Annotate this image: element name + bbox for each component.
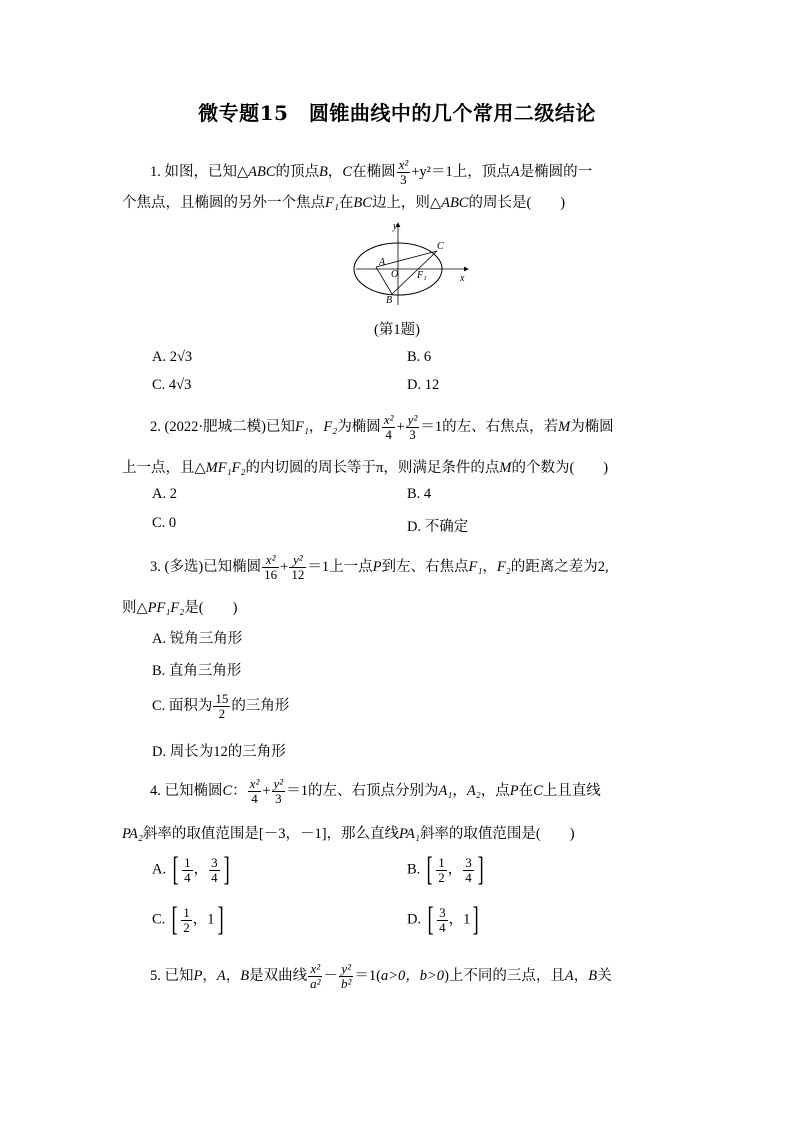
q1-line1: 1. 如图，已知△ABC的顶点B，C在椭圆 $\frac{\text{x²}}{3}$ +y²＝1上，顶点A是椭圆的一 xyxy=(150,157,593,187)
q1-option-c[interactable]: C. 4√3 xyxy=(152,377,192,393)
q4-option-b[interactable]: B. [ $\frac{1}{2}$ ， $\frac{3}{4}$ ] xyxy=(407,851,484,888)
q2-option-c[interactable]: C. 0 xyxy=(152,515,177,531)
q5-line1: 5. 已知P，A，B是双曲线 $\frac{\text{x²}}{\text{a²}}$ － $\frac{\text{y²}}{\text{b²}}$ ＝1(a>0，b>0)上不同的三点，且A，B关 xyxy=(150,961,612,991)
q1-option-d[interactable]: D. 12 xyxy=(407,377,440,393)
q2-line1: 2. (2022·肥城二模)已知F₁，F₂为椭圆 $\frac{\text{x²}}{4}$ + $\frac{\text{y²}}{3}$ ＝1的左、右焦点，若M为椭圆 xyxy=(150,412,614,442)
fraction: $\frac{\text{x²}}{16}$ xyxy=(264,552,278,582)
q2-option-b[interactable]: B. 4 xyxy=(407,486,432,502)
fraction: $\frac{\text{x²}}{3}$ xyxy=(398,157,409,187)
label-c: C xyxy=(437,241,444,252)
q3-option-b[interactable]: B. 直角三角形 xyxy=(152,663,242,679)
fraction: $\frac{\text{y²}}{3}$ xyxy=(273,776,284,806)
label-y: y xyxy=(393,221,398,232)
figure-caption: (第1题) xyxy=(374,322,420,338)
page-title: 微专题15 圆锥曲线中的几个常用二级结论 xyxy=(198,101,596,125)
q1-line2: 个焦点，且椭圆的另外一个焦点F₁在BC边上，则△ABC的周长是( ) xyxy=(122,195,566,211)
q3-line1: 3. (多选)已知椭圆 $\frac{\text{x²}}{16}$ + $\frac{\text{y²}}{12}$ ＝1上一点P到左、右焦点F₁，F₂的距离之差为2, xyxy=(150,552,609,582)
label-f1: F₁ xyxy=(417,270,427,281)
side-ac xyxy=(376,251,437,267)
label-o: O xyxy=(391,269,399,280)
side-ab xyxy=(376,267,392,294)
q2-option-a[interactable]: A. 2 xyxy=(152,486,177,502)
side-bc xyxy=(392,251,437,294)
q1-ellipse-figure xyxy=(352,215,474,307)
q4-line1: 4. 已知椭圆C： $\frac{\text{x²}}{4}$ + $\frac{\text{y²}}{3}$ ＝1的左、右顶点分别为A₁，A₂，点P在C上且直线 xyxy=(150,776,601,806)
q1-option-b[interactable]: B. 6 xyxy=(407,349,432,365)
label-x: x xyxy=(460,273,465,284)
fraction: $\frac{\text{x²}}{4}$ xyxy=(383,412,394,442)
fraction: $\frac{15}{2}$ xyxy=(215,691,229,721)
q3-option-c[interactable]: C. 面积为 $\frac{15}{2}$ 的三角形 xyxy=(152,691,290,721)
q3-option-a[interactable]: A. 锐角三角形 xyxy=(152,631,243,647)
fraction: $\frac{\text{x²}}{\text{a²}}$ xyxy=(310,961,321,991)
q4-option-d[interactable]: D. [ $\frac{3}{4}$ ，1] xyxy=(407,901,480,938)
label-a: A xyxy=(379,257,386,268)
fraction: $\frac{\text{y²}}{12}$ xyxy=(291,552,305,582)
fraction: $\frac{\text{y²}}{3}$ xyxy=(407,412,418,442)
fraction: $\frac{\text{y²}}{\text{b²}}$ xyxy=(340,961,352,991)
label-b: B xyxy=(386,295,393,306)
q1-option-a[interactable]: A. 2√3 xyxy=(152,349,193,365)
q4-option-a[interactable]: A. [ $\frac{1}{4}$ ， $\frac{3}{4}$ ] xyxy=(152,851,230,888)
q3-option-d[interactable]: D. 周长为12的三角形 xyxy=(152,744,286,760)
q3-line2: 则△PF₁F₂是( ) xyxy=(122,600,238,616)
fraction: $\frac{\text{x²}}{4}$ xyxy=(249,776,260,806)
q2-option-d[interactable]: D. 不确定 xyxy=(407,519,469,535)
q4-option-c[interactable]: C. [ $\frac{1}{2}$ ，1] xyxy=(152,901,224,938)
q4-line2: PA₂斜率的取值范围是[－3，－1]，那么直线PA₁斜率的取值范围是( ) xyxy=(122,826,575,842)
q2-line2: 上一点，且△MF₁F₂的内切圆的周长等于π，则满足条件的点M的个数为( ) xyxy=(122,460,609,476)
